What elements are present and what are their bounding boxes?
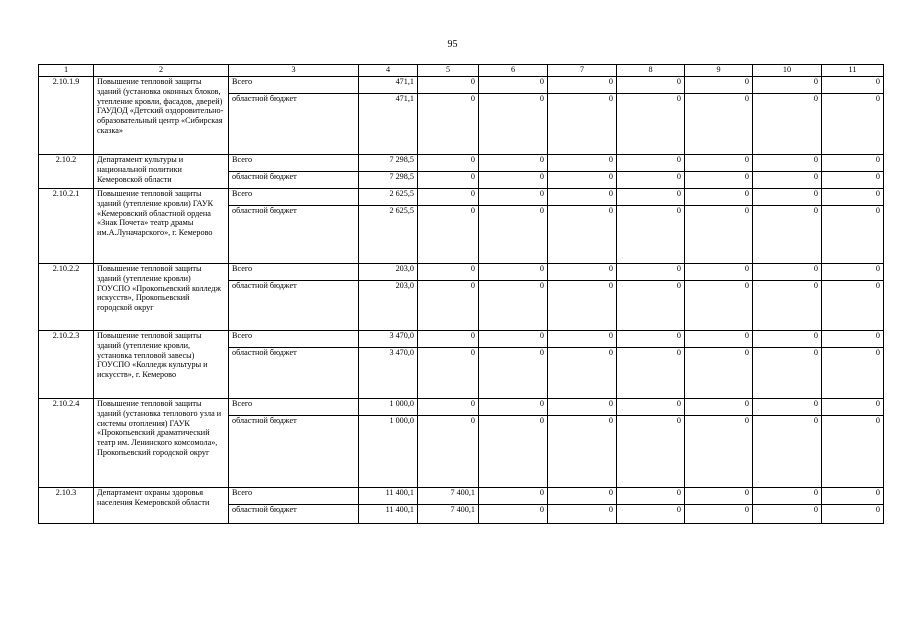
column-number-row xyxy=(39,65,884,77)
value-cell: 0 xyxy=(685,488,753,505)
table-row xyxy=(39,155,884,172)
value-cell: 0 xyxy=(479,348,548,399)
value-cell: 0 xyxy=(617,348,685,399)
value-cell: 0 xyxy=(753,189,822,206)
column-header: 8 xyxy=(617,65,685,77)
value-cell: 0 xyxy=(822,331,884,348)
value-cell: 0 xyxy=(685,172,753,189)
item-name: Повышение тепловой защиты зданий (утепление кровли) ГОУСПО «Прокопьевский колледж искусств», Прокопьевский городской округ xyxy=(94,264,229,331)
value-cell: 0 xyxy=(479,281,548,331)
value-cell: 0 xyxy=(548,505,617,524)
value-cell: 0 xyxy=(822,94,884,155)
value-cell: 0 xyxy=(685,155,753,172)
budget-table xyxy=(38,64,884,524)
value-cell: 0 xyxy=(753,155,822,172)
table-row xyxy=(39,77,884,94)
value-cell: 0 xyxy=(418,348,479,399)
column-header: 6 xyxy=(479,65,548,77)
value-cell: 203,0 xyxy=(359,281,418,331)
value-cell: 0 xyxy=(822,348,884,399)
funding-source: Всего xyxy=(229,331,359,348)
value-cell: 0 xyxy=(479,399,548,416)
value-cell: 0 xyxy=(418,281,479,331)
value-cell: 0 xyxy=(617,155,685,172)
value-cell: 0 xyxy=(753,264,822,281)
item-name: Повышение тепловой защиты зданий (утепление кровли, установка тепловой завесы) ГОУСПО «Колледж культуры и искусств», г. Кемерово xyxy=(94,331,229,399)
value-cell: 0 xyxy=(548,206,617,264)
value-cell: 1 000,0 xyxy=(359,399,418,416)
column-header: 9 xyxy=(685,65,753,77)
value-cell: 7 298,5 xyxy=(359,155,418,172)
value-cell: 471,1 xyxy=(359,77,418,94)
table-row xyxy=(39,488,884,505)
value-cell: 0 xyxy=(418,189,479,206)
funding-source: Всего xyxy=(229,77,359,94)
value-cell: 3 470,0 xyxy=(359,331,418,348)
value-cell: 0 xyxy=(548,189,617,206)
value-cell: 0 xyxy=(418,399,479,416)
value-cell: 11 400,1 xyxy=(359,488,418,505)
funding-source: областной бюджет xyxy=(229,505,359,524)
item-name: Повышение тепловой защиты зданий (установка оконных блоков, утепление кровли, фасадов, дверей) ГАУДОД «Детский оздоровительно-образовательный центр «Сибирская сказка» xyxy=(94,77,229,155)
value-cell: 0 xyxy=(418,155,479,172)
value-cell: 0 xyxy=(685,348,753,399)
value-cell: 0 xyxy=(617,505,685,524)
item-code: 2.10.2.3 xyxy=(39,331,94,399)
value-cell: 0 xyxy=(617,416,685,488)
value-cell: 0 xyxy=(617,399,685,416)
value-cell: 0 xyxy=(822,399,884,416)
value-cell: 0 xyxy=(822,416,884,488)
value-cell: 0 xyxy=(479,206,548,264)
value-cell: 0 xyxy=(617,281,685,331)
value-cell: 0 xyxy=(753,172,822,189)
value-cell: 0 xyxy=(548,155,617,172)
value-cell: 0 xyxy=(617,77,685,94)
value-cell: 0 xyxy=(617,172,685,189)
funding-source: Всего xyxy=(229,155,359,172)
funding-source: областной бюджет xyxy=(229,348,359,399)
value-cell: 2 625,5 xyxy=(359,206,418,264)
funding-source: областной бюджет xyxy=(229,94,359,155)
funding-source: Всего xyxy=(229,399,359,416)
value-cell: 471,1 xyxy=(359,94,418,155)
funding-source: областной бюджет xyxy=(229,416,359,488)
value-cell: 0 xyxy=(479,331,548,348)
value-cell: 0 xyxy=(685,77,753,94)
funding-source: областной бюджет xyxy=(229,206,359,264)
value-cell: 0 xyxy=(418,94,479,155)
value-cell: 0 xyxy=(548,399,617,416)
column-header: 7 xyxy=(548,65,617,77)
value-cell: 0 xyxy=(548,172,617,189)
value-cell: 11 400,1 xyxy=(359,505,418,524)
value-cell: 0 xyxy=(418,416,479,488)
item-code: 2.10.1.9 xyxy=(39,77,94,155)
table-row xyxy=(39,399,884,416)
value-cell: 0 xyxy=(685,206,753,264)
value-cell: 0 xyxy=(753,77,822,94)
value-cell: 0 xyxy=(822,189,884,206)
value-cell: 0 xyxy=(822,505,884,524)
value-cell: 0 xyxy=(822,172,884,189)
value-cell: 0 xyxy=(418,331,479,348)
value-cell: 0 xyxy=(685,331,753,348)
value-cell: 203,0 xyxy=(359,264,418,281)
value-cell: 0 xyxy=(548,416,617,488)
value-cell: 0 xyxy=(479,94,548,155)
funding-source: Всего xyxy=(229,264,359,281)
value-cell: 0 xyxy=(418,77,479,94)
value-cell: 0 xyxy=(548,348,617,399)
value-cell: 0 xyxy=(753,94,822,155)
item-code: 2.10.2.1 xyxy=(39,189,94,264)
funding-source: Всего xyxy=(229,189,359,206)
value-cell: 3 470,0 xyxy=(359,348,418,399)
column-header: 3 xyxy=(229,65,359,77)
value-cell: 0 xyxy=(822,264,884,281)
column-header: 1 xyxy=(39,65,94,77)
value-cell: 0 xyxy=(617,206,685,264)
value-cell: 0 xyxy=(822,77,884,94)
value-cell: 0 xyxy=(753,399,822,416)
value-cell: 1 000,0 xyxy=(359,416,418,488)
value-cell: 0 xyxy=(617,189,685,206)
value-cell: 0 xyxy=(685,505,753,524)
item-code: 2.10.3 xyxy=(39,488,94,524)
column-header: 4 xyxy=(359,65,418,77)
value-cell: 0 xyxy=(617,264,685,281)
value-cell: 0 xyxy=(418,206,479,264)
item-code: 2.10.2.2 xyxy=(39,264,94,331)
item-name: Департамент охраны здоровья населения Кемеровской области xyxy=(94,488,229,524)
item-code: 2.10.2.4 xyxy=(39,399,94,488)
funding-source: областной бюджет xyxy=(229,172,359,189)
value-cell: 0 xyxy=(822,488,884,505)
value-cell: 0 xyxy=(685,416,753,488)
value-cell: 0 xyxy=(822,281,884,331)
value-cell: 0 xyxy=(685,264,753,281)
value-cell: 0 xyxy=(418,264,479,281)
value-cell: 0 xyxy=(685,189,753,206)
table-body xyxy=(39,77,884,524)
table-row xyxy=(39,264,884,281)
value-cell: 0 xyxy=(548,281,617,331)
value-cell: 0 xyxy=(479,172,548,189)
column-header: 5 xyxy=(418,65,479,77)
value-cell: 0 xyxy=(479,505,548,524)
value-cell: 0 xyxy=(685,281,753,331)
value-cell: 0 xyxy=(479,416,548,488)
value-cell: 0 xyxy=(753,488,822,505)
value-cell: 0 xyxy=(548,94,617,155)
item-name: Повышение тепловой защиты зданий (утепление кровли) ГАУК «Кемеровский областной ордена «Знак Почета» театр драмы им.А.Луначарского», г. Кемерово xyxy=(94,189,229,264)
value-cell: 0 xyxy=(548,331,617,348)
value-cell: 0 xyxy=(479,155,548,172)
column-header: 2 xyxy=(94,65,229,77)
value-cell: 7 400,1 xyxy=(418,488,479,505)
value-cell: 0 xyxy=(479,189,548,206)
value-cell: 0 xyxy=(479,264,548,281)
funding-source: Всего xyxy=(229,488,359,505)
table-row xyxy=(39,331,884,348)
value-cell: 0 xyxy=(548,488,617,505)
item-name: Повышение тепловой защиты зданий (установка теплового узла и системы отопления) ГАУК «Прокопьевский драматический театр им. Ленинского комсомола», Прокопьевский городской округ xyxy=(94,399,229,488)
item-name: Департамент культуры и национальной политики Кемеровской области xyxy=(94,155,229,189)
value-cell: 0 xyxy=(753,416,822,488)
column-header: 10 xyxy=(753,65,822,77)
value-cell: 0 xyxy=(617,94,685,155)
value-cell: 0 xyxy=(418,172,479,189)
funding-source: областной бюджет xyxy=(229,281,359,331)
value-cell: 0 xyxy=(753,348,822,399)
value-cell: 2 625,5 xyxy=(359,189,418,206)
table-row xyxy=(39,189,884,206)
value-cell: 7 298,5 xyxy=(359,172,418,189)
column-header: 11 xyxy=(822,65,884,77)
value-cell: 0 xyxy=(479,488,548,505)
value-cell: 0 xyxy=(822,206,884,264)
value-cell: 0 xyxy=(548,264,617,281)
value-cell: 7 400,1 xyxy=(418,505,479,524)
page-number: 95 xyxy=(447,39,458,50)
value-cell: 0 xyxy=(479,77,548,94)
item-code: 2.10.2 xyxy=(39,155,94,189)
value-cell: 0 xyxy=(617,331,685,348)
value-cell: 0 xyxy=(617,488,685,505)
value-cell: 0 xyxy=(685,94,753,155)
value-cell: 0 xyxy=(753,206,822,264)
value-cell: 0 xyxy=(548,77,617,94)
value-cell: 0 xyxy=(822,155,884,172)
value-cell: 0 xyxy=(685,399,753,416)
value-cell: 0 xyxy=(753,281,822,331)
value-cell: 0 xyxy=(753,331,822,348)
value-cell: 0 xyxy=(753,505,822,524)
